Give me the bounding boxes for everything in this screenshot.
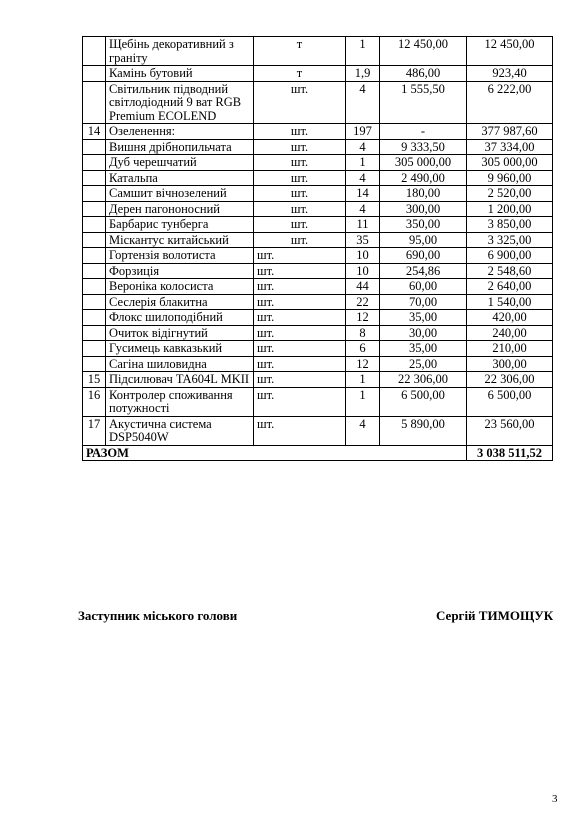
item-total: 1 540,00 (467, 294, 553, 310)
item-price: 6 500,00 (380, 387, 467, 416)
item-price: 180,00 (380, 186, 467, 202)
item-name: Дерен пагононосний (106, 201, 254, 217)
item-unit: шт. (254, 81, 346, 124)
row-number: 14 (83, 124, 106, 140)
row-number (83, 356, 106, 372)
item-unit: шт. (254, 248, 346, 264)
item-price: 9 333,50 (380, 139, 467, 155)
item-unit: шт. (254, 263, 346, 279)
table-row (83, 124, 553, 140)
row-number (83, 201, 106, 217)
page-number: 3 (552, 793, 558, 805)
item-price: 350,00 (380, 217, 467, 233)
signature-name: Сергій ТИМОЩУК (436, 608, 554, 623)
row-number (83, 341, 106, 357)
table-row (83, 416, 553, 445)
row-number (83, 186, 106, 202)
item-name: Очиток відігнутий (106, 325, 254, 341)
item-total: 1 200,00 (467, 201, 553, 217)
row-number (83, 248, 106, 264)
item-quantity: 6 (346, 341, 380, 357)
item-price: 300,00 (380, 201, 467, 217)
item-total: 923,40 (467, 66, 553, 82)
item-name: Акустична система DSP5040W (106, 416, 254, 445)
item-price: 22 306,00 (380, 372, 467, 388)
estimate-table (82, 36, 553, 461)
item-quantity: 22 (346, 294, 380, 310)
item-price: 5 890,00 (380, 416, 467, 445)
item-price: 254,86 (380, 263, 467, 279)
item-price: 486,00 (380, 66, 467, 82)
item-total: 37 334,00 (467, 139, 553, 155)
item-name: Самшит вічнозелений (106, 186, 254, 202)
item-name: Світильник підводний світлодіодний 9 ват RGB Premium ECOLEND (106, 81, 254, 124)
table-row (83, 81, 553, 124)
item-total: 3 850,00 (467, 217, 553, 233)
item-name: Катальпа (106, 170, 254, 186)
item-unit: шт. (254, 232, 346, 248)
row-number (83, 170, 106, 186)
item-price: 305 000,00 (380, 155, 467, 171)
row-number (83, 279, 106, 295)
item-total: 6 900,00 (467, 248, 553, 264)
item-unit: шт. (254, 372, 346, 388)
item-price: 2 490,00 (380, 170, 467, 186)
item-quantity: 1 (346, 155, 380, 171)
item-unit: т (254, 66, 346, 82)
item-unit: шт. (254, 217, 346, 233)
item-total: 12 450,00 (467, 37, 553, 66)
item-quantity: 1 (346, 372, 380, 388)
item-price: 35,00 (380, 310, 467, 326)
item-total: 3 325,00 (467, 232, 553, 248)
total-row (83, 445, 553, 461)
item-quantity: 197 (346, 124, 380, 140)
item-name: Барбарис тунберга (106, 217, 254, 233)
item-total: 22 306,00 (467, 372, 553, 388)
item-quantity: 12 (346, 356, 380, 372)
item-price: 690,00 (380, 248, 467, 264)
item-name: Гортензія волотиста (106, 248, 254, 264)
table-row (83, 356, 553, 372)
row-number (83, 37, 106, 66)
item-name: Контролер споживання потужності (106, 387, 254, 416)
item-name: Озеленення: (106, 124, 254, 140)
item-name: Гусимець кавказький (106, 341, 254, 357)
item-price: 25,00 (380, 356, 467, 372)
item-name: Сагіна шиловидна (106, 356, 254, 372)
item-quantity: 14 (346, 186, 380, 202)
item-total: 6 500,00 (467, 387, 553, 416)
total-label: РАЗОМ (83, 445, 467, 461)
item-quantity: 4 (346, 81, 380, 124)
item-quantity: 4 (346, 139, 380, 155)
item-unit: шт. (254, 325, 346, 341)
item-name: Підсилювач TA604L MKII (106, 372, 254, 388)
item-name: Щебінь декоративний з граніту (106, 37, 254, 66)
table-row (83, 170, 553, 186)
item-name: Форзиція (106, 263, 254, 279)
item-unit: шт. (254, 387, 346, 416)
item-name: Флокс шилоподібний (106, 310, 254, 326)
item-unit: шт. (254, 416, 346, 445)
table-row (83, 37, 553, 66)
item-unit: шт. (254, 279, 346, 295)
table-row (83, 372, 553, 388)
item-quantity: 12 (346, 310, 380, 326)
table-row (83, 201, 553, 217)
item-price: 95,00 (380, 232, 467, 248)
item-total: 23 560,00 (467, 416, 553, 445)
row-number: 15 (83, 372, 106, 388)
item-total: 377 987,60 (467, 124, 553, 140)
item-price: 12 450,00 (380, 37, 467, 66)
item-price: 30,00 (380, 325, 467, 341)
table-row (83, 387, 553, 416)
item-unit: шт. (254, 170, 346, 186)
item-unit: шт. (254, 155, 346, 171)
item-unit: шт. (254, 139, 346, 155)
table-row (83, 66, 553, 82)
item-total: 9 960,00 (467, 170, 553, 186)
item-total: 2 548,60 (467, 263, 553, 279)
item-unit: шт. (254, 294, 346, 310)
row-number (83, 217, 106, 233)
item-unit: шт. (254, 341, 346, 357)
row-number (83, 325, 106, 341)
row-number (83, 139, 106, 155)
item-total: 2 520,00 (467, 186, 553, 202)
item-quantity: 8 (346, 325, 380, 341)
item-price: 60,00 (380, 279, 467, 295)
row-number (83, 294, 106, 310)
item-quantity: 4 (346, 170, 380, 186)
table-row (83, 232, 553, 248)
item-name: Сеслерія блакитна (106, 294, 254, 310)
item-total: 305 000,00 (467, 155, 553, 171)
item-quantity: 35 (346, 232, 380, 248)
item-total: 2 640,00 (467, 279, 553, 295)
item-unit: т (254, 37, 346, 66)
item-price: 70,00 (380, 294, 467, 310)
item-total: 210,00 (467, 341, 553, 357)
item-name: Вишня дрібнопильчата (106, 139, 254, 155)
item-quantity: 1 (346, 387, 380, 416)
item-quantity: 1 (346, 37, 380, 66)
table-row (83, 263, 553, 279)
total-value: 3 038 511,52 (467, 445, 553, 461)
item-total: 240,00 (467, 325, 553, 341)
row-number: 16 (83, 387, 106, 416)
row-number (83, 81, 106, 124)
row-number (83, 155, 106, 171)
row-number (83, 232, 106, 248)
item-name: Вероніка колосиста (106, 279, 254, 295)
item-quantity: 44 (346, 279, 380, 295)
item-name: Міскантус китайський (106, 232, 254, 248)
table-row (83, 155, 553, 171)
item-price: 1 555,50 (380, 81, 467, 124)
item-quantity: 4 (346, 201, 380, 217)
item-name: Дуб черешчатий (106, 155, 254, 171)
signature-position: Заступник міського голови (78, 608, 238, 623)
item-total: 420,00 (467, 310, 553, 326)
item-quantity: 11 (346, 217, 380, 233)
table-row (83, 217, 553, 233)
table-row (83, 248, 553, 264)
table-row (83, 341, 553, 357)
item-name: Камінь бутовий (106, 66, 254, 82)
item-price: - (380, 124, 467, 140)
table-row (83, 139, 553, 155)
row-number (83, 66, 106, 82)
row-number: 17 (83, 416, 106, 445)
item-quantity: 1,9 (346, 66, 380, 82)
table-row (83, 310, 553, 326)
table-body (83, 37, 553, 446)
item-unit: шт. (254, 356, 346, 372)
item-unit: шт. (254, 186, 346, 202)
item-unit: шт. (254, 310, 346, 326)
item-quantity: 10 (346, 248, 380, 264)
item-quantity: 10 (346, 263, 380, 279)
item-quantity: 4 (346, 416, 380, 445)
table-row (83, 294, 553, 310)
item-unit: шт. (254, 124, 346, 140)
table-row (83, 325, 553, 341)
item-total: 6 222,00 (467, 81, 553, 124)
row-number (83, 263, 106, 279)
row-number (83, 310, 106, 326)
item-unit: шт. (254, 201, 346, 217)
table-row (83, 186, 553, 202)
item-price: 35,00 (380, 341, 467, 357)
table-row (83, 279, 553, 295)
item-total: 300,00 (467, 356, 553, 372)
